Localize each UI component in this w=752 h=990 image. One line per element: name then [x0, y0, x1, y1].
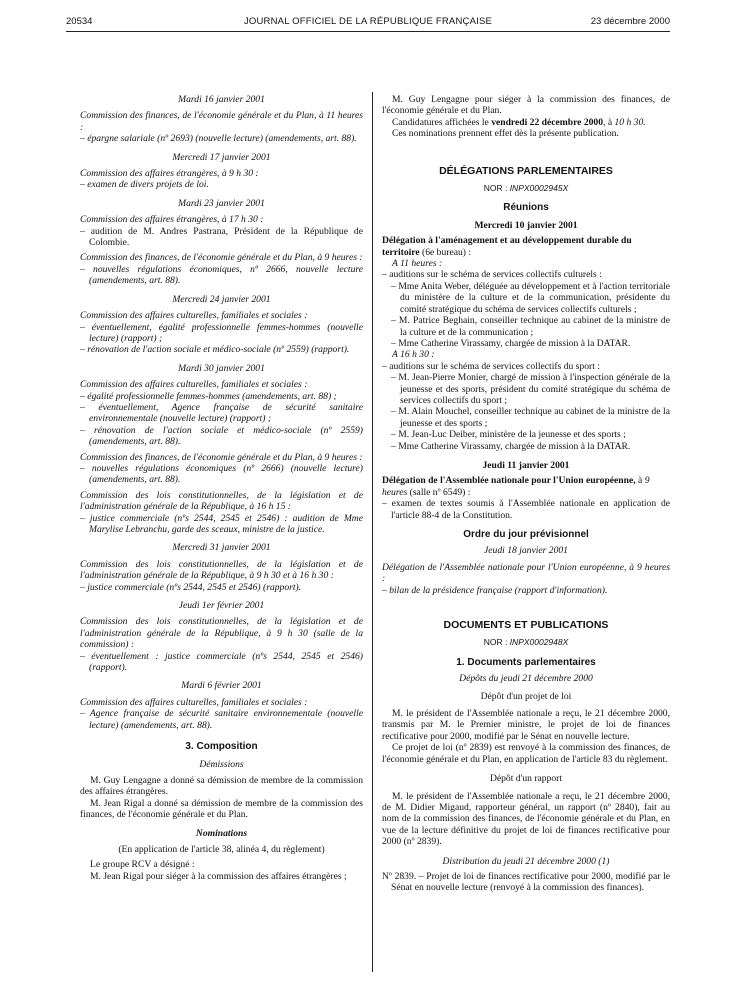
agenda-subitem: – M. Patrice Beghain, conseiller technique au cabinet de la ministre de la culture et de la communication ;	[391, 315, 670, 338]
section-title: DOCUMENTS ET PUBLICATIONS	[443, 619, 609, 632]
date-heading: Jeudi 1er février 2001	[178, 600, 265, 612]
section-title: DÉLÉGATIONS PARLEMENTAIRES	[439, 164, 613, 177]
agenda-subitem: – M. Alain Mouchel, conseiller technique au cabinet de la ministre de la jeunesse et des sports ;	[391, 406, 670, 429]
agenda-item: – auditions sur le schéma de services collectifs du sport :	[382, 360, 600, 372]
date-heading: Mardi 23 janvier 2001	[178, 197, 265, 209]
date-heading: Jeudi 11 janvier 2001	[482, 459, 570, 471]
agenda-item: – auditions sur le schéma de services collectifs culturels :	[382, 269, 602, 281]
committee-line: Commission des finances, de l'économie générale et du Plan, à 9 heures :	[80, 451, 363, 463]
agenda-item: – examen de textes soumis à l'Assemblée nationale en application de l'article 88-4 de la Constitution.	[382, 498, 670, 521]
section-title: 3. Composition	[185, 741, 258, 753]
paragraph: M. Jean Rigal a donné sa démission de membre de la commission des finances, de l'économie générale et du Plan.	[80, 797, 363, 821]
agenda-item: – justice commerciale (nºs 2544, 2545 et 2546) : audition de Mme Marylise Lebranchu, garde des sceaux, ministre de la justice.	[80, 512, 363, 535]
left-column	[80, 94, 363, 882]
paragraph: M. Guy Lengagne pour siéger à la commission des finances, de l'économie générale et du Plan.	[382, 94, 670, 117]
agenda-item: – audition de M. Andres Pastrana, Président de la République de Colombie.	[80, 225, 363, 249]
issue-date: 23 décembre 2000	[590, 16, 670, 27]
agenda-subitem: – M. Jean-Pierre Monier, chargé de mission à l'inspection générale de la jeunesse et des sports, président du comité stratégique du schéma de services collectifs du sport ;	[391, 372, 670, 406]
agenda-item: – épargne salariale (nº 2693) (nouvelle lecture) (amendements, art. 88).	[80, 133, 357, 145]
agenda-item: – éventuellement, égalité professionnelle femmes-hommes (nouvelle lecture) (rapport) ;	[80, 321, 363, 344]
regulation-note: (En application de l'article 38, alinéa 4, du règlement)	[118, 843, 325, 855]
agenda-item: – rénovation de l'action sociale et médico-sociale (nº 2559) (rapport).	[80, 344, 350, 356]
date-heading: Mercredi 31 janvier 2001	[172, 542, 271, 554]
paragraph: Nº 2839. – Projet de loi de finances rectificative pour 2000, modifié par le Sénat en nouvelle lecture (renvoyé à la commission des finances).	[382, 870, 670, 894]
committee-line: Commission des affaires culturelles, familiales et sociales :	[80, 379, 308, 391]
journal-title: JOURNAL OFFICIEL DE LA RÉPUBLIQUE FRANÇAISE	[243, 16, 493, 27]
header-rule	[66, 31, 670, 32]
item-title: Dépôt d'un projet de loi	[480, 690, 572, 702]
subsection-title: 1. Documents parlementaires	[456, 656, 596, 668]
paragraph: Ces nominations prennent effet dès la présente publication.	[392, 128, 619, 140]
subsection-title: Nominations	[195, 827, 248, 839]
committee-line: Commission des affaires étrangères, à 17 h 30 :	[80, 214, 264, 226]
delegation-line: Délégation de l'Assemblée nationale pour l'Union européenne, à 9 heures (salle nº 6549) :	[382, 475, 650, 498]
nor-reference: NOR : INPX0002948X	[483, 637, 569, 648]
committee-line: Commission des lois constitutionnelles, de la législation et de l'administration générale de la République, à 9 h 30 et à 16 h 30 :	[80, 558, 363, 582]
candidatures-line: Candidatures affichées le vendredi 22 décembre 2000, à 10 h 30.	[392, 116, 646, 128]
date-heading: Mardi 30 janvier 2001	[178, 362, 265, 374]
date-heading: Jeudi 18 janvier 2001	[484, 545, 568, 557]
date-heading: Dépôts du jeudi 21 décembre 2000	[459, 673, 593, 685]
subsection-title: Ordre du jour prévisionnel	[463, 529, 589, 540]
date-heading: Mardi 16 janvier 2001	[178, 94, 265, 105]
nor-reference: NOR : INPX0002945X	[483, 183, 569, 194]
delegation-line: Délégation à l'aménagement et au développement durable du territoire (6e bureau) :	[382, 235, 632, 258]
date-heading: Mercredi 17 janvier 2001	[172, 151, 271, 163]
date-heading: Mercredi 10 janvier 2001	[474, 219, 578, 231]
agenda-item: – rénovation de l'action sociale et médico-sociale (nº 2559) (amendements, art. 88).	[80, 424, 363, 448]
paragraph: M. le président de l'Assemblée nationale a reçu, le 21 décembre 2000, de M. Didier Migaud, rapporteur général, un rapport (nº 2840), fait au nom de la commission des finances, de l'économie générale et du Plan, en vue de la lecture définitive du projet de loi de finances rectificative pour 2000 (nº 2839).	[382, 790, 670, 848]
paragraph: M. Jean Rigal pour siéger à la commission des affaires étrangères ;	[90, 870, 347, 882]
agenda-item: – éventuellement : justice commerciale (nºs 2544, 2545 et 2546) (rapport).	[80, 650, 363, 674]
date-heading: Mardi 6 février 2001	[181, 680, 262, 692]
committee-line: Délégation de l'Assemblée nationale pour l'Union européenne, à 9 heures :	[382, 561, 670, 585]
agenda-item: – bilan de la présidence française (rapport d'information).	[382, 584, 608, 596]
agenda-subitem: – Mme Catherine Virassamy, chargée de mission à la DATAR.	[391, 440, 631, 452]
column-divider	[372, 92, 373, 972]
date-heading: Mercredi 24 janvier 2001	[172, 293, 271, 305]
time-line: A 11 heures :	[392, 258, 443, 270]
committee-line: Commission des affaires culturelles, familiales et sociales :	[80, 696, 308, 708]
agenda-subitem: – Mme Anita Weber, déléguée au développement et à l'action territoriale du ministère de la culture et de la communication, présidente du comité stratégique du schéma de services collectifs culturels ;	[391, 280, 670, 315]
agenda-item: – éventuellement, Agence française de sécurité sanitaire environnementale (nouvelle lecture) (rapport) ;	[80, 401, 363, 425]
committee-line: Commission des finances, de l'économie générale et du Plan, à 11 heures :	[80, 110, 363, 133]
agenda-subitem: – M. Jean-Luc Deiber, ministère de la jeunesse et des sports ;	[391, 429, 626, 441]
right-column	[382, 94, 670, 894]
subsection-title: Réunions	[503, 202, 549, 214]
committee-line: Commission des lois constitutionnelles, de la législation et de l'administration générale de la République, à 9 h 30 (salle de la commission) :	[80, 616, 363, 651]
committee-line: Commission des finances, de l'économie générale et du Plan, à 9 heures :	[80, 252, 363, 264]
paragraph: M. le président de l'Assemblée nationale a reçu, le 21 décembre 2000, transmis par M. le Premier ministre, le projet de loi de finances rectificative pour 2000, modifié par le Sénat en nouvelle lecture.	[382, 708, 670, 742]
committee-line: Commission des affaires culturelles, familiales et sociales :	[80, 310, 308, 322]
page-number: 20534	[66, 16, 93, 27]
time-line: A 16 h 30 :	[392, 349, 435, 361]
running-header	[66, 16, 670, 30]
subsection-title: Démissions	[199, 758, 244, 770]
agenda-item: – justice commerciale (nºs 2544, 2545 et 2546) (rapport).	[80, 581, 302, 593]
item-title: Dépôt d'un rapport	[489, 773, 563, 785]
agenda-item: – examen de divers projets de loi.	[80, 179, 209, 191]
paragraph: Le groupe RCV a désigné :	[90, 859, 195, 871]
paragraph: Ce projet de loi (nº 2839) est renvoyé à la commission des finances, de l'économie générale et du Plan, en application de l'article 83 du règlement.	[382, 742, 670, 765]
committee-line: Commission des affaires étrangères, à 9 h 30 :	[80, 168, 259, 180]
paragraph: M. Guy Lengagne a donné sa démission de membre de la commission des affaires étrangères.	[80, 774, 363, 798]
agenda-item: – égalité professionnelle femmes-hommes (amendements, art. 88) ;	[80, 390, 337, 402]
agenda-subitem: – Mme Catherine Virassamy, chargée de mission à la DATAR.	[391, 337, 631, 349]
committee-line: Commission des lois constitutionnelles, de la législation et de l'administration générale de la République, à 16 h 15 :	[80, 489, 363, 513]
agenda-item: – nouvelles régulations économiques, nº 2666, nouvelle lecture (amendements, art. 88).	[80, 263, 363, 287]
agenda-item: – nouvelles régulations économiques (nº 2666) (nouvelle lecture) (amendements, art. 88).	[80, 462, 363, 486]
agenda-item: – Agence française de sécurité sanitaire environnementale (nouvelle lecture) (amendements, art. 88).	[80, 708, 363, 731]
date-heading: Distribution du jeudi 21 décembre 2000 (1)	[442, 855, 610, 867]
